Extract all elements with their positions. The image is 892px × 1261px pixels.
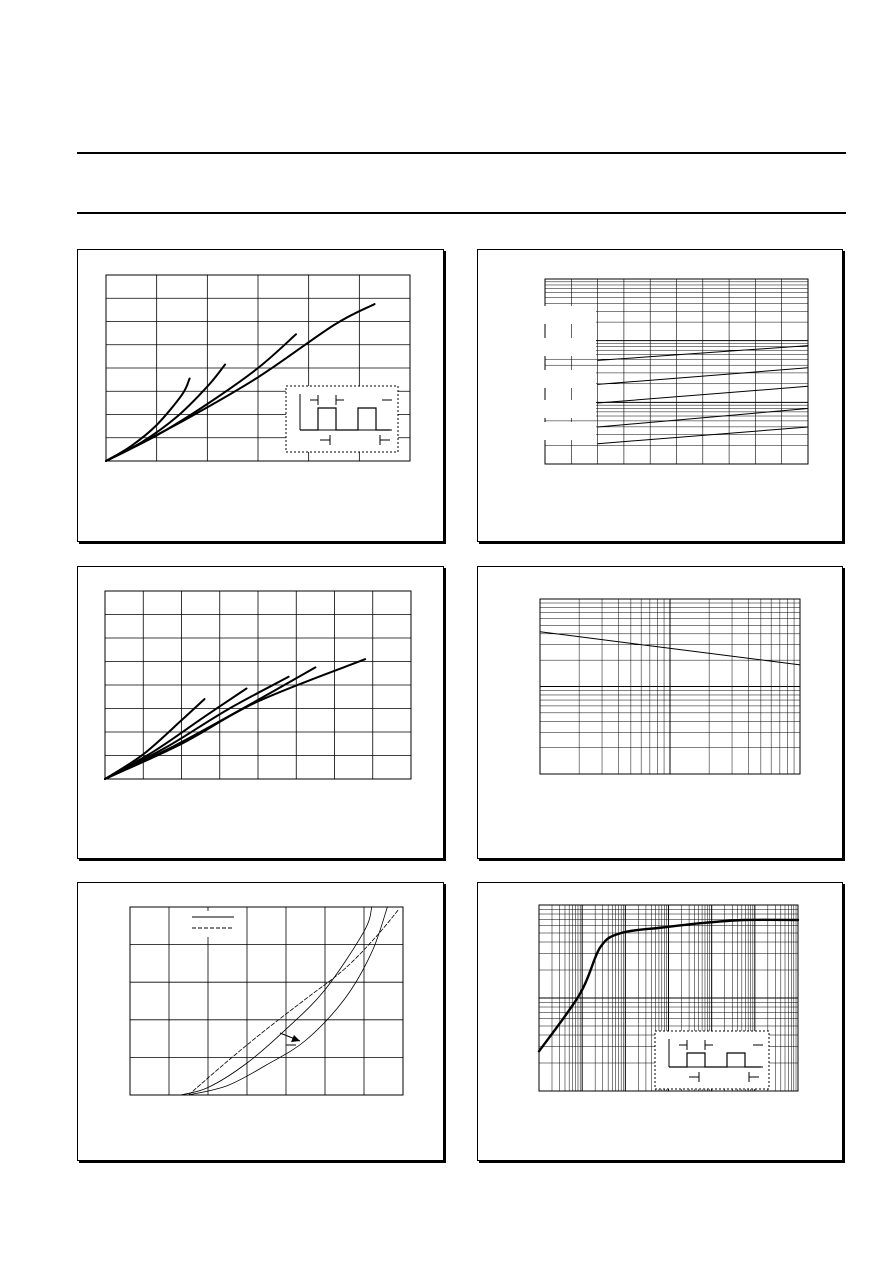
chart-6 bbox=[478, 883, 844, 1162]
chart-3-series-line-5 bbox=[105, 659, 365, 779]
chart-panel-4 bbox=[477, 566, 843, 859]
chart-5 bbox=[78, 883, 445, 1162]
header-rule-top bbox=[77, 152, 846, 154]
chart-5-annotation-head bbox=[291, 1035, 300, 1042]
chart-2-label-box-3 bbox=[540, 370, 596, 388]
header-rule-bottom bbox=[77, 212, 846, 214]
chart-2-label-box-5 bbox=[540, 422, 596, 440]
chart-2-label-box-2 bbox=[540, 338, 596, 356]
chart-3 bbox=[78, 567, 445, 860]
chart-4 bbox=[478, 567, 844, 860]
chart-panel-2 bbox=[477, 249, 843, 542]
chart-1-pulse-inset bbox=[286, 386, 398, 452]
chart-3-series bbox=[105, 659, 365, 779]
chart-2-label-box-1 bbox=[540, 306, 596, 324]
chart-4-grid bbox=[540, 599, 800, 774]
chart-6-pulse-inset bbox=[655, 1031, 769, 1089]
chart-panel-3 bbox=[77, 566, 444, 859]
chart-1 bbox=[78, 250, 445, 543]
chart-1-series-line-3 bbox=[106, 334, 296, 461]
chart-5-annotation-arrow bbox=[280, 1033, 300, 1045]
chart-1-inset-box bbox=[286, 386, 398, 452]
chart-panel-5 bbox=[77, 882, 444, 1161]
chart-6-inset-box bbox=[655, 1031, 769, 1089]
chart-3-grid bbox=[105, 591, 411, 779]
chart-5-legend-box bbox=[178, 911, 244, 937]
chart-panel-1 bbox=[77, 249, 444, 542]
chart-2-label-box-4 bbox=[540, 400, 596, 418]
chart-2 bbox=[478, 250, 844, 543]
chart-2-grid bbox=[540, 279, 808, 464]
chart-5-legend bbox=[178, 911, 244, 937]
chart-panel-6 bbox=[477, 882, 843, 1161]
